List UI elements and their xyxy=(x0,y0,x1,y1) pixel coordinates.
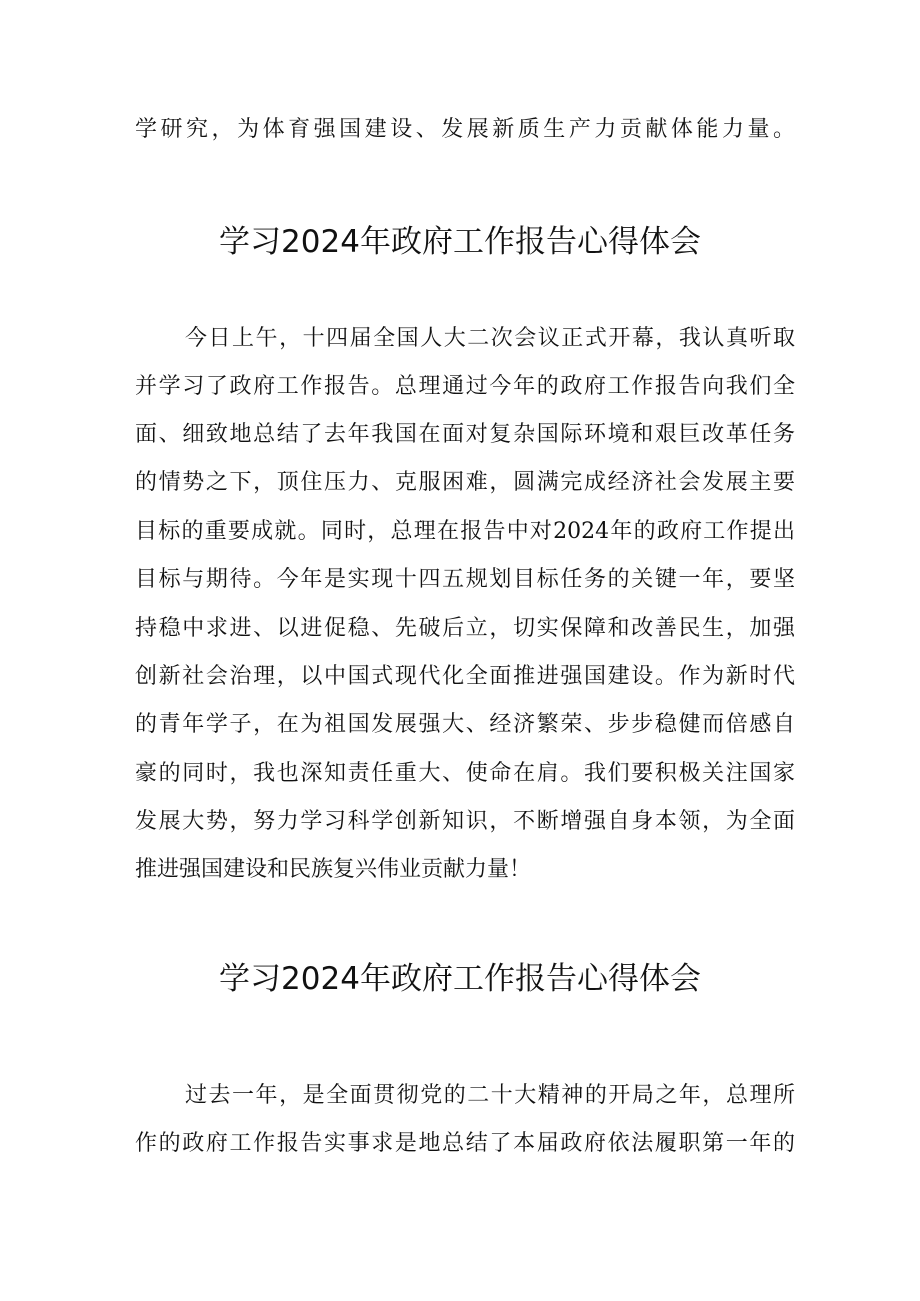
paragraph-line: 今日上午，十四届全国人大二次会议正式开幕，我认真听取 xyxy=(185,326,795,351)
carryover-paragraph-line: 学研究，为体育强国建设、发展新质生产力贡献体能力量。 xyxy=(135,117,795,142)
paragraph-line: 发展大势，努力学习科学创新知识，不断增强自身本领，为全面 xyxy=(135,809,795,834)
paragraph-line: 的青年学子，在为祖国发展强大、经济繁荣、步步稳健而倍感自 xyxy=(135,712,795,737)
paragraph-line: 过去一年，是全面贯彻党的二十大精神的开局之年，总理所 xyxy=(185,1083,795,1108)
paragraph-line: 面、细致地总结了去年我国在面对复杂国际环境和艰巨改革任务 xyxy=(135,422,795,447)
paragraph-line: 的情势之下，顶住压力、克服困难，圆满完成经济社会发展主要 xyxy=(135,470,795,495)
section-2-title: 学习2024年政府工作报告心得体会 xyxy=(219,961,701,997)
paragraph-line: 作的政府工作报告实事求是地总结了本届政府依法履职第一年的 xyxy=(135,1131,795,1156)
paragraph-line: 推进强国建设和民族复兴伟业贡献力量！ xyxy=(135,857,532,882)
paragraph-line: 持稳中求进、以进促稳、先破后立，切实保障和改善民生，加强 xyxy=(135,616,795,641)
paragraph-line: 并学习了政府工作报告。总理通过今年的政府工作报告向我们全 xyxy=(135,374,795,399)
section-1-title: 学习2024年政府工作报告心得体会 xyxy=(219,224,701,260)
paragraph-line: 目标与期待。今年是实现十四五规划目标任务的关键一年，要坚 xyxy=(135,567,795,592)
paragraph-line: 创新社会治理，以中国式现代化全面推进强国建设。作为新时代 xyxy=(135,664,795,689)
paragraph-line: 豪的同时，我也深知责任重大、使命在肩。我们要积极关注国家 xyxy=(135,761,795,786)
paragraph-line: 目标的重要成就。同时，总理在报告中对2024年的政府工作提出 xyxy=(135,519,795,544)
